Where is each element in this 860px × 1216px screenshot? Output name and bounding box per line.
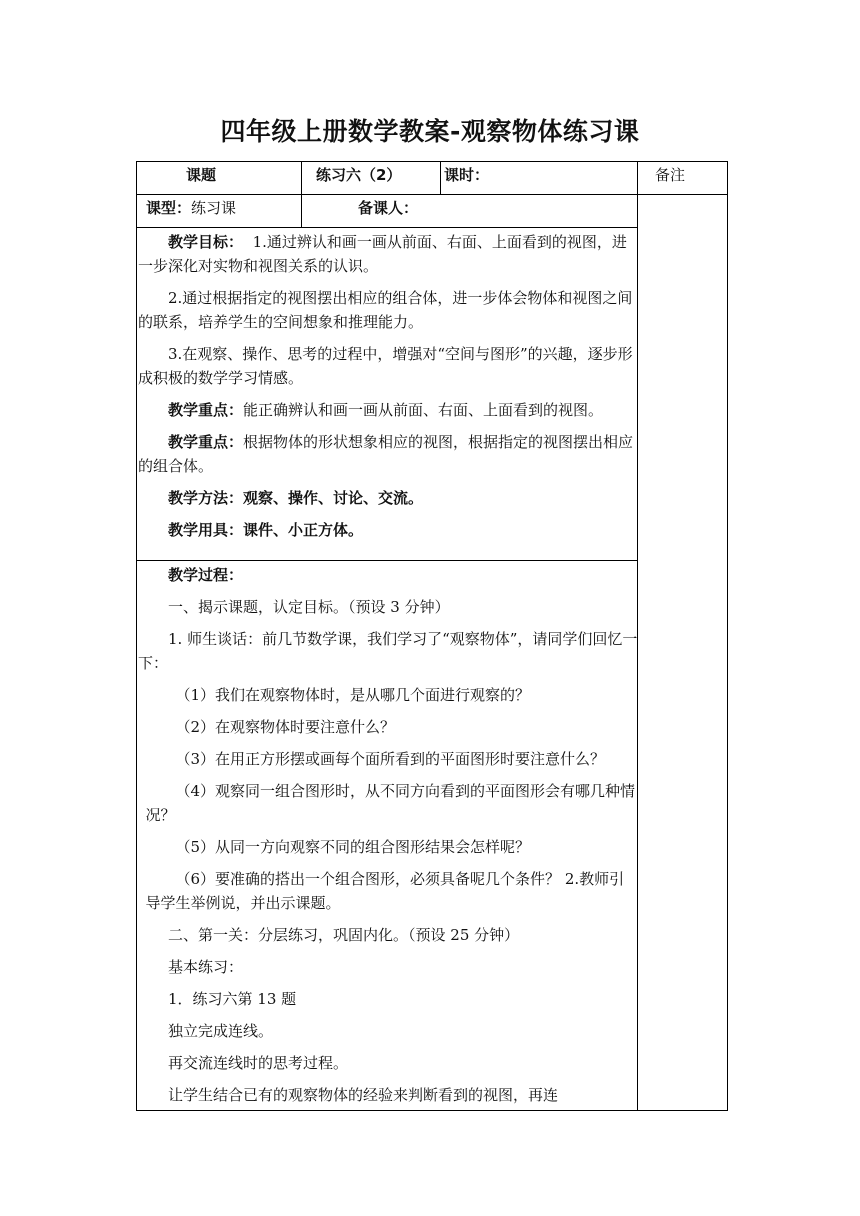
- process-section: [138, 563, 638, 1107]
- tools-text: 课件、小正方体。: [243, 521, 364, 539]
- process-line: 基本练习：: [168, 958, 244, 976]
- preparer-label: 备课人：: [358, 199, 419, 217]
- method-text: 观察、操作、讨论、交流。: [243, 489, 424, 507]
- type-label: 课型：: [146, 199, 192, 217]
- key-point-text: 能正确辨认和画一画从前面、右面、上面看到的视图。: [243, 401, 604, 419]
- topic-value: 练习六（2）: [316, 166, 402, 184]
- process-line: （2）在观察物体时要注意什么？: [175, 718, 396, 736]
- process-line: 一、揭示课题，认定目标。（预设 3 分钟）: [168, 598, 450, 616]
- goal-1: 1.通过辨认和画一画从前面、右面、上面看到的视图，进一步深化对实物和视图关系的认识。: [138, 233, 627, 275]
- process-line: （6）要准确的搭出一个组合图形，必须具备呢几个条件？ 2.教师引导学生举例说，并出示课题。: [145, 870, 625, 912]
- process-line: （5）从同一方向观察不同的组合图形结果会怎样呢？: [175, 838, 531, 856]
- remarks-label: 备注: [655, 166, 686, 184]
- method-label: 教学方法：: [168, 489, 244, 507]
- process-line: （1）我们在观察物体时，是从哪几个面进行观察的？: [175, 686, 531, 704]
- key-point-2-text: 根据物体的形状想象相应的视图，根据指定的视图摆出相应的组合体。: [138, 433, 634, 475]
- process-label: 教学过程：: [168, 566, 244, 584]
- period-label: 课时：: [444, 166, 490, 184]
- key-point-2-label: 教学重点：: [168, 433, 244, 451]
- process-line: 二、第一关：分层练习，巩固内化。（预设 25 分钟）: [168, 926, 520, 944]
- document-title: 四年级上册数学教案-观察物体练习课: [220, 117, 640, 146]
- type-value: 练习课: [191, 199, 237, 217]
- goal-3: 3.在观察、操作、思考的过程中，增强对“空间与图形”的兴趣，逐步形成积极的数学学习情感。: [138, 345, 633, 387]
- process-line: 让学生结合已有的观察物体的经验来判断看到的视图，再连: [168, 1086, 559, 1104]
- key-point-label: 教学重点：: [168, 401, 244, 419]
- process-line: 1．练习六第 13 题: [168, 990, 297, 1008]
- topic-label: 课题: [186, 166, 217, 184]
- goal-2: 2.通过根据指定的视图摆出相应的组合体，进一步体会物体和视图之间的联系，培养学生的空间想象和推理能力。: [138, 289, 633, 331]
- process-line: （4）观察同一组合图形时，从不同方向看到的平面图形会有哪几种情况？: [145, 782, 636, 824]
- goals-label: 教学目标：: [168, 233, 244, 251]
- goals-section: [138, 230, 638, 542]
- process-line: 1. 师生谈话：前几节数学课，我们学习了“观察物体”，请同学们回忆一下：: [138, 630, 638, 672]
- process-line: 再交流连线时的思考过程。: [168, 1054, 349, 1072]
- tools-label: 教学用具：: [168, 521, 244, 539]
- process-line: 独立完成连线。: [168, 1022, 274, 1040]
- lesson-type: [146, 198, 236, 218]
- process-line: （3）在用正方形摆或画每个面所看到的平面图形时要注意什么？: [175, 750, 606, 768]
